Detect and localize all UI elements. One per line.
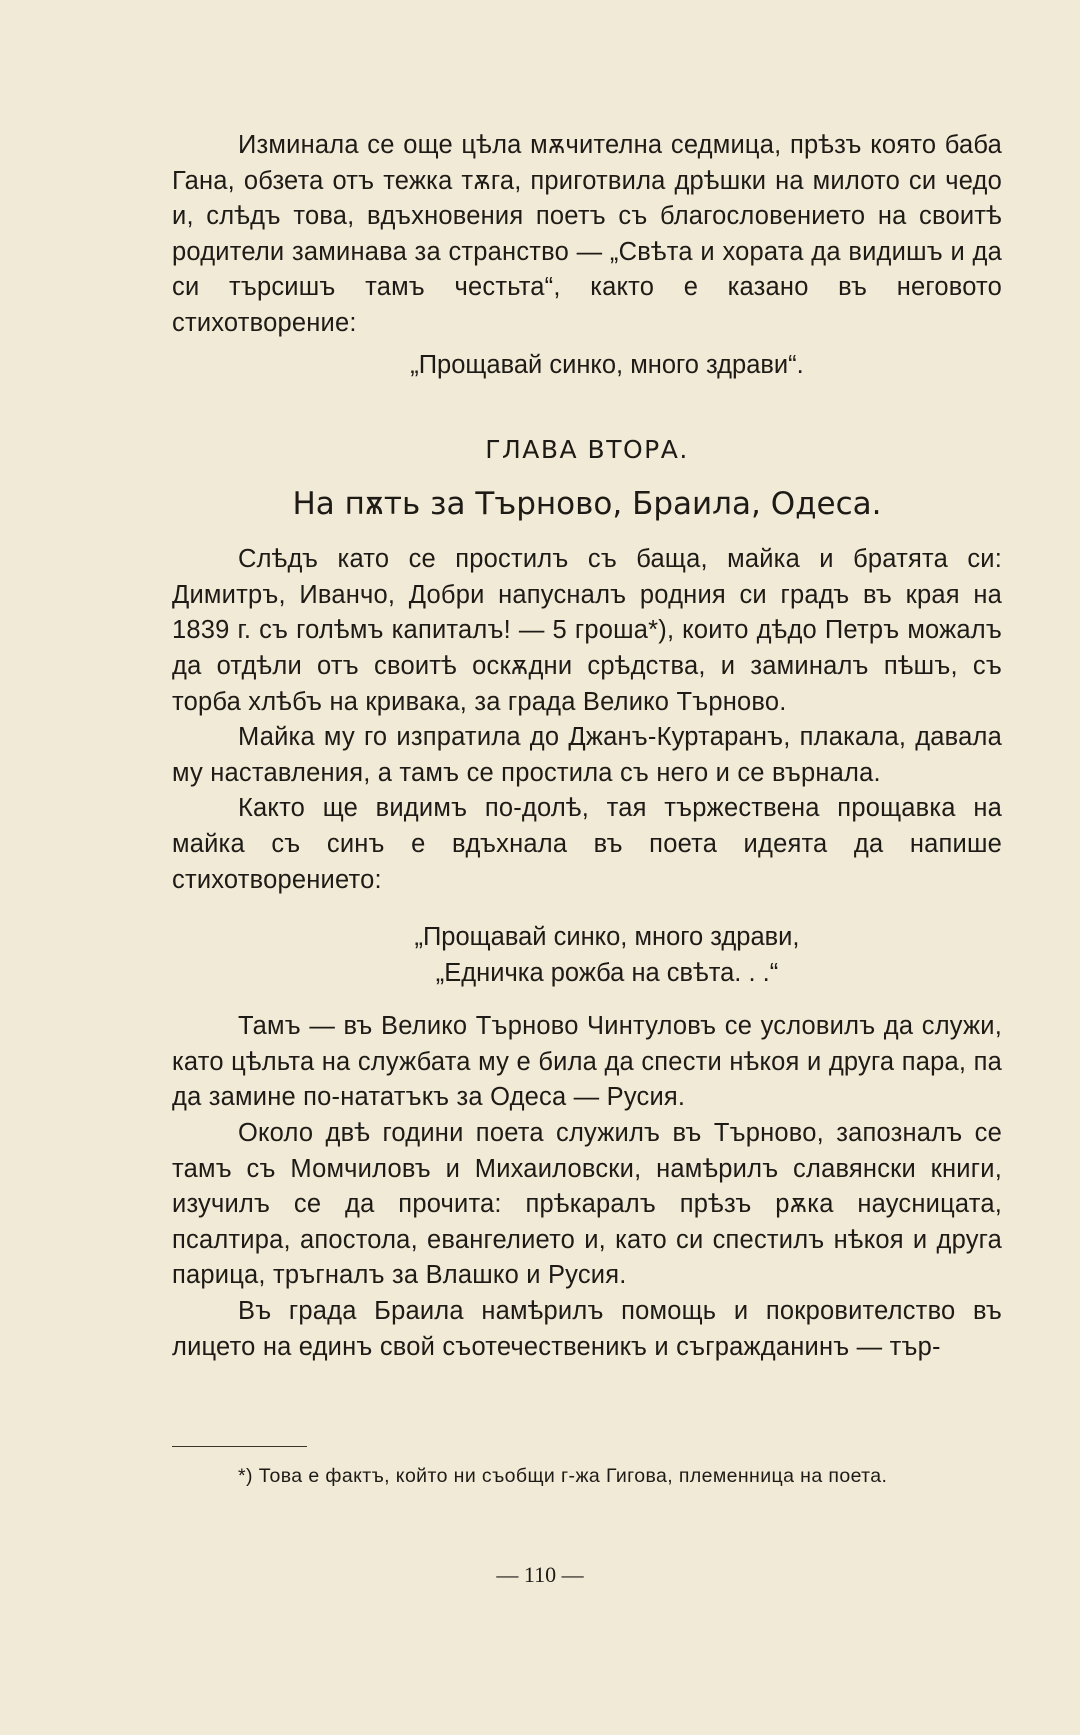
paragraph-4: Както ще видимъ по-долѣ, тая тържествена прощавка на майка съ синъ е вдъхнала въ поета идеята да напише стихотворението:	[172, 794, 1002, 894]
verse-line-1: „Прощавай синко, много здрави,	[414, 923, 800, 952]
paragraph-6: Около двѣ години поета служилъ въ Търново, запозналъ се тамъ съ Момчиловъ и Михаиловски, намѣрилъ славянски книги, изучилъ се да прочита: прѣкаралъ прѣзъ рѫка наусницата, псалтира, апостола, евангелието и, като си спестилъ нѣкоя и друга парица, тръгналъ за Влашко и Русия.	[172, 1119, 1002, 1290]
verse-line-2: „Едничка рожба на свѣта. . .“	[435, 958, 779, 987]
footnote-divider	[172, 1446, 307, 1447]
page-body	[172, 128, 1002, 1365]
chapter-subtitle: На пѫть за Търново, Браила, Одеса.	[292, 486, 882, 523]
quote-line: „Прощавай синко, много здрави“.	[410, 350, 804, 379]
paragraph-3: Майка му го изпратила до Джанъ-Куртаранъ, плакала, давала му наставления, а тамъ се простила съ него и се върнала.	[172, 723, 1002, 787]
paragraph-1: Изминала се още цѣла мѫчителна седмица, прѣзъ която баба Гана, обзета отъ тежка тѫга, приготвила дрѣшки на милото си чедо и, слѣдъ това, вдъхновения поетъ съ благословението на своитѣ родители заминава за странство — „Свѣта и хората да видишъ и да си търсишъ тамъ честьта“, както е казано въ неговото стихотворение:	[172, 131, 1002, 337]
page-number: — 110 —	[496, 1562, 584, 1587]
paragraph-2: Слѣдъ като се простилъ съ баща, майка и братята си: Димитръ, Иванчо, Добри напусналъ родния си градъ въ края на 1839 г. съ голѣмъ капиталъ! — 5 гроша*), които дѣдо Петръ можалъ да отдѣли отъ своитѣ оскѫдни срѣдства, и заминалъ пѣшъ, съ торба хлѣбъ на кривака, за града Велико Търново.	[172, 545, 1002, 716]
chapter-title: ГЛАВА ВТОРА.	[485, 435, 689, 465]
footnote: *) Това е фактъ, който ни съобщи г-жа Гигова, племенница на поета.	[238, 1465, 888, 1487]
paragraph-5: Тамъ — въ Велико Търново Чинтуловъ се условилъ да служи, като цѣльта на службата му е била да спести нѣкоя и друга пара, па да замине по-нататъкъ за Одеса — Русия.	[172, 1012, 1002, 1112]
verse-quote	[172, 920, 1002, 991]
paragraph-7: Въ града Браила намѣрилъ помощь и покровителство въ лицето на единъ свой съотечественикъ и съгражданинъ — тър-	[172, 1297, 1002, 1361]
